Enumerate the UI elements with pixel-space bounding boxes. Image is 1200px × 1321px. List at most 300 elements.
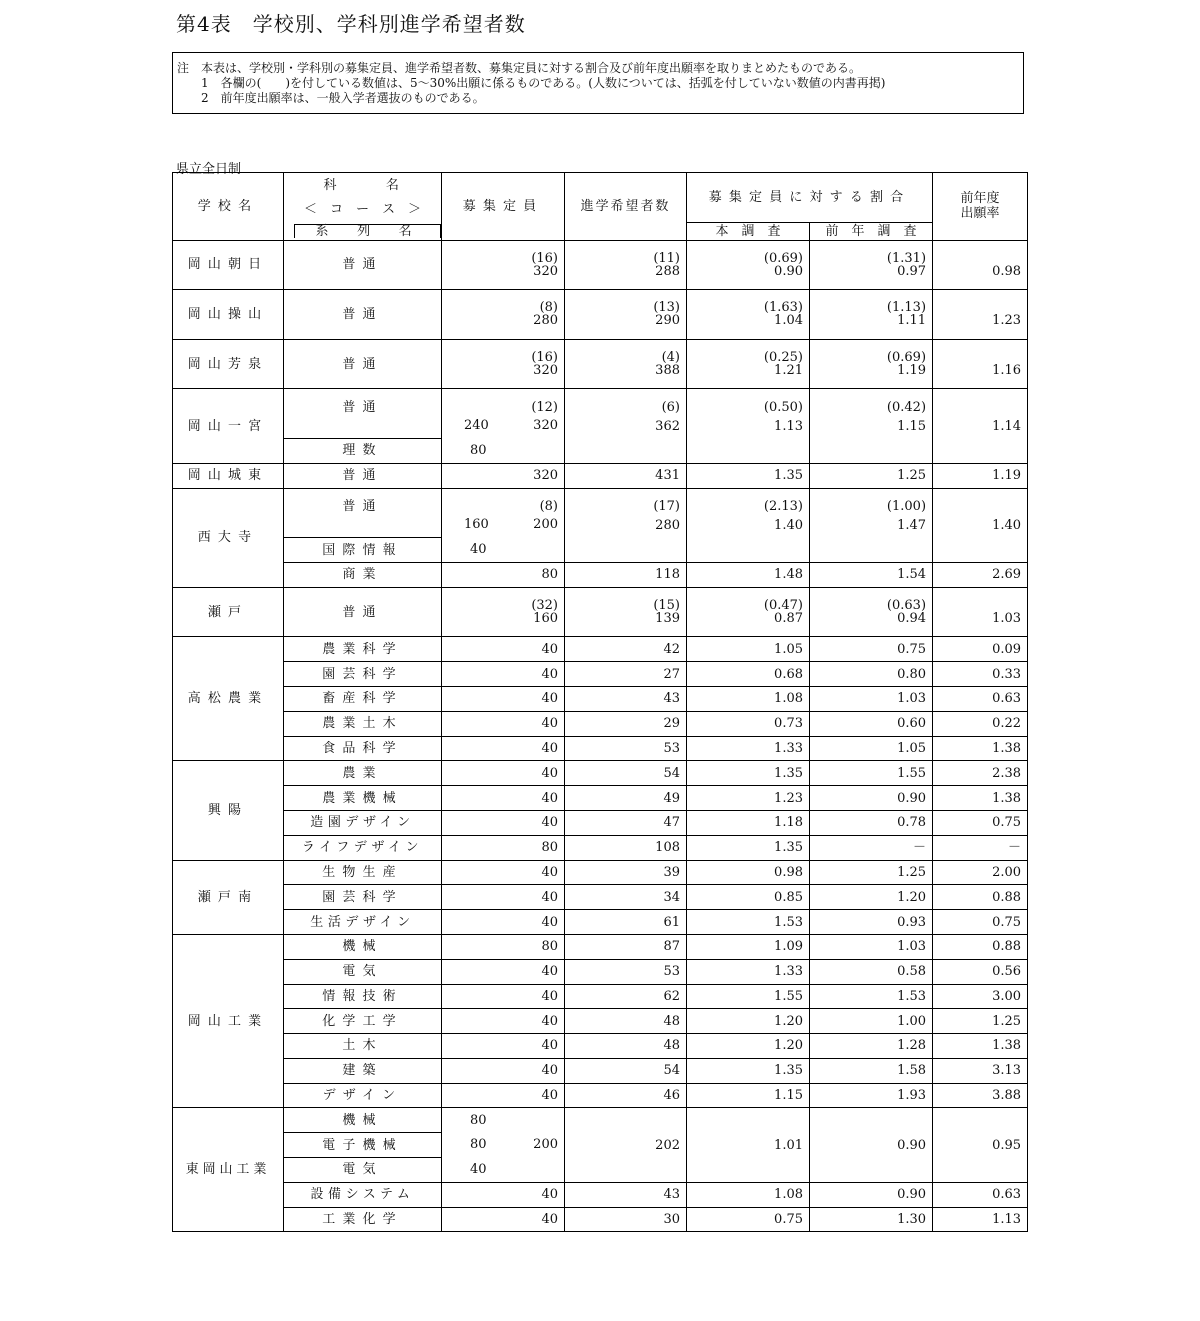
rate-value: 3.88 [933, 1083, 1028, 1108]
capacity-braced [442, 513, 565, 538]
pr-value: 1.20 [810, 885, 933, 910]
r-value: 1.35 [687, 835, 810, 860]
app-paren: (11) [565, 240, 687, 265]
capacity-braced [442, 414, 565, 439]
rate-value: 0.95 [933, 1133, 1028, 1158]
cap-value: 320 [442, 364, 565, 389]
school-name: 岡山芳泉 [173, 339, 284, 389]
sub-capacity-cell [442, 538, 565, 563]
dept-name: 土木 [284, 1034, 442, 1059]
app-value: 53 [565, 736, 687, 761]
table-row [173, 290, 1028, 315]
pr-value: 0.75 [810, 637, 933, 662]
pr-paren: (0.69) [810, 339, 933, 364]
dept-name: 工業化学 [284, 1207, 442, 1232]
empty-cell [565, 1158, 687, 1183]
cap-value: 40 [442, 711, 565, 736]
dept-name: 農業 [284, 761, 442, 786]
dept-name: 普通 [284, 587, 442, 637]
empty-cell [565, 538, 687, 563]
rate-empty [933, 339, 1028, 364]
r-value: 1.20 [687, 1009, 810, 1034]
cap-value: 320 [442, 265, 565, 290]
pr-value: 1.05 [810, 736, 933, 761]
table-row [173, 389, 1028, 414]
sub-capacity: 160 [464, 516, 489, 532]
header-school: 学校名 [173, 173, 284, 241]
dept-name: 情報技術 [284, 984, 442, 1009]
cap-paren: (8) [442, 488, 565, 513]
rate-empty [933, 488, 1028, 513]
pr-value: 1.25 [810, 860, 933, 885]
school-name: 西大寺 [173, 488, 284, 587]
app-value: 46 [565, 1083, 687, 1108]
capacity-braced [442, 1133, 565, 1158]
app-value: 87 [565, 934, 687, 959]
table-row [173, 637, 1028, 662]
pr-value: 0.90 [810, 786, 933, 811]
empty-cell [933, 1108, 1028, 1133]
pr-value: 1.28 [810, 1034, 933, 1059]
header-course: ＜ コ ー ス ＞ [284, 197, 442, 222]
pr-value: － [810, 835, 933, 860]
dept-name: 普通 [284, 488, 442, 513]
cap-value: 40 [442, 761, 565, 786]
pr-value: 0.90 [810, 1133, 933, 1158]
pr-value: 0.58 [810, 959, 933, 984]
note-line: 2 前年度出願率は、一般入学者選抜のものである。 [201, 91, 485, 105]
app-value: 30 [565, 1207, 687, 1232]
table-row [173, 786, 1028, 811]
table-row [173, 1009, 1028, 1034]
r-value: 1.08 [687, 686, 810, 711]
pr-paren: (1.31) [810, 240, 933, 265]
table-row [173, 339, 1028, 364]
cap-value: 40 [442, 910, 565, 935]
sub-capacity: 80 [470, 443, 487, 459]
app-value: 34 [565, 885, 687, 910]
dept-name: 造園デザイン [284, 810, 442, 835]
empty-cell [810, 438, 933, 463]
app-value: 48 [565, 1034, 687, 1059]
table-row [173, 1108, 1028, 1133]
rate-value: 0.09 [933, 637, 1028, 662]
table-row [173, 934, 1028, 959]
rate-value: 2.00 [933, 860, 1028, 885]
app-value: 431 [565, 463, 687, 488]
app-value: 54 [565, 1058, 687, 1083]
table-row [173, 662, 1028, 687]
app-value: 388 [565, 364, 687, 389]
app-value: 280 [565, 513, 687, 538]
app-value: 42 [565, 637, 687, 662]
empty-cell [810, 538, 933, 563]
rate-value: 0.63 [933, 1182, 1028, 1207]
app-value: 48 [565, 1009, 687, 1034]
table-row [173, 959, 1028, 984]
r-paren: (0.25) [687, 339, 810, 364]
pr-value: 1.03 [810, 934, 933, 959]
dept-name: 化学工学 [284, 1009, 442, 1034]
rate-value: 0.56 [933, 959, 1028, 984]
r-value: 1.33 [687, 959, 810, 984]
app-paren: (4) [565, 339, 687, 364]
r-value: 0.68 [687, 662, 810, 687]
pr-value: 0.94 [810, 612, 933, 637]
rate-value: 3.13 [933, 1058, 1028, 1083]
pr-value: 1.11 [810, 314, 933, 339]
r-paren: (0.47) [687, 587, 810, 612]
empty-cell [810, 1158, 933, 1183]
sub-capacity: 40 [470, 1162, 487, 1178]
header-prev-rate-line: 前年度 [960, 191, 1000, 207]
pr-value: 1.53 [810, 984, 933, 1009]
dept-name: 普通 [284, 290, 442, 340]
r-value: 1.53 [687, 910, 810, 935]
table-row [173, 1034, 1028, 1059]
section-label: 県立全日制 [176, 162, 242, 177]
dept-name: 農業科学 [284, 637, 442, 662]
rate-empty [933, 389, 1028, 414]
app-value: 61 [565, 910, 687, 935]
cap-value: 40 [442, 1034, 565, 1059]
rate-value: 0.98 [933, 265, 1028, 290]
sub-capacity: 240 [464, 417, 489, 433]
pr-value: 0.97 [810, 265, 933, 290]
table-row [173, 1133, 1028, 1158]
r-value: 1.08 [687, 1182, 810, 1207]
pr-paren: (1.13) [810, 290, 933, 315]
dept-name: 農業土木 [284, 711, 442, 736]
table-row [173, 1083, 1028, 1108]
app-value: 43 [565, 686, 687, 711]
empty-cell [565, 438, 687, 463]
r-value: 1.35 [687, 463, 810, 488]
pr-value: 1.47 [810, 513, 933, 538]
capacity-value: 200 [533, 1136, 558, 1152]
rate-value: 1.14 [933, 414, 1028, 439]
rate-value: 1.40 [933, 513, 1028, 538]
empty-cell [687, 438, 810, 463]
pr-value: 1.93 [810, 1083, 933, 1108]
app-paren: (15) [565, 587, 687, 612]
rate-value: 0.75 [933, 910, 1028, 935]
rate-value: 1.13 [933, 1207, 1028, 1232]
dept-name: 理数 [284, 438, 442, 463]
r-value: 1.18 [687, 810, 810, 835]
r-value: 1.05 [687, 637, 810, 662]
dept-name: 機械 [284, 934, 442, 959]
app-value: 108 [565, 835, 687, 860]
dept-name: デザイン [284, 1083, 442, 1108]
page-title: 第4表 学校別、学科別進学希望者数 [176, 12, 526, 36]
rate-value: 1.38 [933, 786, 1028, 811]
pr-value: 0.80 [810, 662, 933, 687]
table-row [173, 810, 1028, 835]
empty-cell [933, 1158, 1028, 1183]
dept-name: 電気 [284, 1158, 442, 1183]
value: 1.54 [810, 562, 933, 587]
header-ratio: 募集定員に対する割合 [687, 173, 933, 223]
dept-name: 商業 [284, 562, 442, 587]
r-value: 1.21 [687, 364, 810, 389]
dept-name: 電子機械 [284, 1133, 442, 1158]
pr-value: 0.93 [810, 910, 933, 935]
pr-paren: (0.63) [810, 587, 933, 612]
table-row [173, 835, 1028, 860]
table-row [173, 984, 1028, 1009]
pr-value: 1.30 [810, 1207, 933, 1232]
r-value: 0.98 [687, 860, 810, 885]
r-value: 1.33 [687, 736, 810, 761]
header-this-survey: 本 調 査 [687, 222, 810, 240]
app-value: 27 [565, 662, 687, 687]
rate-empty [933, 290, 1028, 315]
r-value: 0.87 [687, 612, 810, 637]
dept-name: 園芸科学 [284, 662, 442, 687]
r-value: 0.73 [687, 711, 810, 736]
capacity-value: 200 [533, 516, 558, 532]
rate-value: 3.00 [933, 984, 1028, 1009]
r-value: 1.40 [687, 513, 810, 538]
app-value: 54 [565, 761, 687, 786]
school-name: 興陽 [173, 761, 284, 860]
rate-value: 1.38 [933, 736, 1028, 761]
pr-paren: (0.42) [810, 389, 933, 414]
dept-name: 電気 [284, 959, 442, 984]
dept-name: 畜産科学 [284, 686, 442, 711]
r-value: 1.09 [687, 934, 810, 959]
empty-cell [687, 1158, 810, 1183]
rate-value: － [933, 835, 1028, 860]
app-value: 43 [565, 1182, 687, 1207]
pr-value: 1.19 [810, 364, 933, 389]
empty-cell [565, 1108, 687, 1133]
value: 1.48 [687, 562, 810, 587]
rate-value: 0.75 [933, 810, 1028, 835]
cap-value: 80 [442, 835, 565, 860]
school-name: 岡山一宮 [173, 389, 284, 463]
table-row [173, 860, 1028, 885]
dept-name: 普通 [284, 463, 442, 488]
app-paren: (13) [565, 290, 687, 315]
pr-value: 1.15 [810, 414, 933, 439]
header-prev-survey: 前 年 調 査 [810, 222, 933, 240]
dept-spacer [284, 414, 442, 439]
table-row [173, 1058, 1028, 1083]
data-table [172, 172, 1028, 1232]
table-row [173, 885, 1028, 910]
cap-value: 40 [442, 637, 565, 662]
pr-value: 0.60 [810, 711, 933, 736]
table-row [173, 910, 1028, 935]
dept-name: 生物生産 [284, 860, 442, 885]
app-value: 62 [565, 984, 687, 1009]
dept-name: 機械 [284, 1108, 442, 1133]
pr-value: 1.03 [810, 686, 933, 711]
school-name: 高松農業 [173, 637, 284, 761]
capacity-value: 320 [533, 417, 558, 433]
table-row [173, 438, 1028, 463]
table-row [173, 1158, 1028, 1183]
r-value: 1.04 [687, 314, 810, 339]
cap-value: 40 [442, 885, 565, 910]
table-row [173, 414, 1028, 439]
cap-value: 320 [442, 463, 565, 488]
note-line: 注 本表は、学校別・学科別の募集定員、進学希望者数、募集定員に対する割合及び前年度出願率を取りまとめたものである。 [177, 61, 862, 75]
r-value: 0.85 [687, 885, 810, 910]
dept-name: 園芸科学 [284, 885, 442, 910]
header-capacity: 募集定員 [442, 173, 565, 241]
r-value: 0.75 [687, 1207, 810, 1232]
school-name: 瀬戸 [173, 587, 284, 637]
rate-empty [933, 240, 1028, 265]
rate-value: 1.25 [933, 1009, 1028, 1034]
app-value: 288 [565, 265, 687, 290]
table-row [173, 513, 1028, 538]
app-value: 290 [565, 314, 687, 339]
value: 118 [565, 562, 687, 587]
school-name: 岡山城東 [173, 463, 284, 488]
cap-paren: (16) [442, 240, 565, 265]
r-value: 1.35 [687, 1058, 810, 1083]
cap-paren: (8) [442, 290, 565, 315]
table-row [173, 736, 1028, 761]
dept-spacer [284, 513, 442, 538]
dept-name: 食品科学 [284, 736, 442, 761]
rate-value: 1.03 [933, 612, 1028, 637]
school-name: 瀬戸南 [173, 860, 284, 934]
header-prev-rate-line: 出願率 [960, 206, 1000, 222]
r-value: 1.15 [687, 1083, 810, 1108]
table-row [173, 488, 1028, 513]
dept-name: ライフデザイン [284, 835, 442, 860]
rate-value: 1.19 [933, 463, 1028, 488]
pr-value: 0.90 [810, 1182, 933, 1207]
r-value: 0.90 [687, 265, 810, 290]
app-paren: (17) [565, 488, 687, 513]
cap-value: 40 [442, 786, 565, 811]
pr-value: 1.55 [810, 761, 933, 786]
header-dept: 科 名 [284, 173, 442, 198]
app-value: 49 [565, 786, 687, 811]
sub-capacity: 80 [470, 1136, 487, 1152]
dept-name: 普通 [284, 339, 442, 389]
app-value: 202 [565, 1133, 687, 1158]
r-paren: (0.50) [687, 389, 810, 414]
school-name: 岡山操山 [173, 290, 284, 340]
dept-name: 国際情報 [284, 538, 442, 563]
dept-name: 建築 [284, 1058, 442, 1083]
pr-value: 0.78 [810, 810, 933, 835]
empty-cell [687, 538, 810, 563]
rate-value: 0.33 [933, 662, 1028, 687]
dept-name: 普通 [284, 389, 442, 414]
table-row [173, 761, 1028, 786]
rate-value: 0.22 [933, 711, 1028, 736]
empty-cell [810, 1108, 933, 1133]
app-paren: (6) [565, 389, 687, 414]
cap-value: 40 [442, 1058, 565, 1083]
dept-name: 設備システム [284, 1182, 442, 1207]
cap-paren: (12) [442, 389, 565, 414]
cap-value: 40 [442, 662, 565, 687]
table-row [173, 562, 1028, 587]
table-row [173, 686, 1028, 711]
cap-value: 40 [442, 686, 565, 711]
cap-value: 160 [442, 612, 565, 637]
cap-paren: (16) [442, 339, 565, 364]
app-value: 53 [565, 959, 687, 984]
empty-cell [687, 1108, 810, 1133]
note-line: 1 各欄の( )を付している数値は、5～30%出願に係るものである。(人数については、括弧を付していない数値の内書再掲) [201, 76, 886, 90]
table-row [173, 538, 1028, 563]
sub-capacity-cell [442, 438, 565, 463]
app-value: 29 [565, 711, 687, 736]
rate-value: 0.88 [933, 885, 1028, 910]
cap-value: 40 [442, 959, 565, 984]
sub-capacity: 80 [470, 1113, 487, 1129]
rate-value: 0.88 [933, 934, 1028, 959]
cap-value: 40 [442, 1009, 565, 1034]
rate-value: 0.63 [933, 686, 1028, 711]
table-row [173, 463, 1028, 488]
cap-value: 40 [442, 1182, 565, 1207]
r-paren: (2.13) [687, 488, 810, 513]
header-series-cell [284, 222, 442, 240]
school-name: 東岡山工業 [173, 1108, 284, 1232]
dept-name: 農業機械 [284, 786, 442, 811]
app-value: 39 [565, 860, 687, 885]
header-prev-rate [933, 173, 1028, 241]
r-value: 1.55 [687, 984, 810, 1009]
header-applicants: 進学希望者数 [565, 173, 687, 241]
cap-value: 40 [442, 1207, 565, 1232]
pr-value: 1.00 [810, 1009, 933, 1034]
rate-value: 1.16 [933, 364, 1028, 389]
r-paren: (1.63) [687, 290, 810, 315]
cap-value: 40 [442, 1083, 565, 1108]
table-row [173, 1182, 1028, 1207]
app-value: 47 [565, 810, 687, 835]
r-value: 1.35 [687, 761, 810, 786]
table-row [173, 1207, 1028, 1232]
r-value: 1.20 [687, 1034, 810, 1059]
table-row [173, 711, 1028, 736]
cap-value: 280 [442, 314, 565, 339]
dept-name: 普通 [284, 240, 442, 290]
r-paren: (0.69) [687, 240, 810, 265]
value: 2.69 [933, 562, 1028, 587]
pr-value: 1.58 [810, 1058, 933, 1083]
sub-capacity: 40 [470, 542, 487, 558]
app-value: 139 [565, 612, 687, 637]
cap-value: 40 [442, 984, 565, 1009]
header-series: 系 列 名 [294, 224, 441, 238]
notes-box [172, 52, 1024, 114]
school-name: 岡山朝日 [173, 240, 284, 290]
pr-paren: (1.00) [810, 488, 933, 513]
cap-value: 40 [442, 810, 565, 835]
rate-value: 2.38 [933, 761, 1028, 786]
cap-value: 80 [442, 934, 565, 959]
value: 80 [442, 562, 565, 587]
table-row [173, 587, 1028, 612]
rate-value: 1.23 [933, 314, 1028, 339]
rate-value: 1.38 [933, 1034, 1028, 1059]
r-value: 1.01 [687, 1133, 810, 1158]
cap-value: 40 [442, 736, 565, 761]
